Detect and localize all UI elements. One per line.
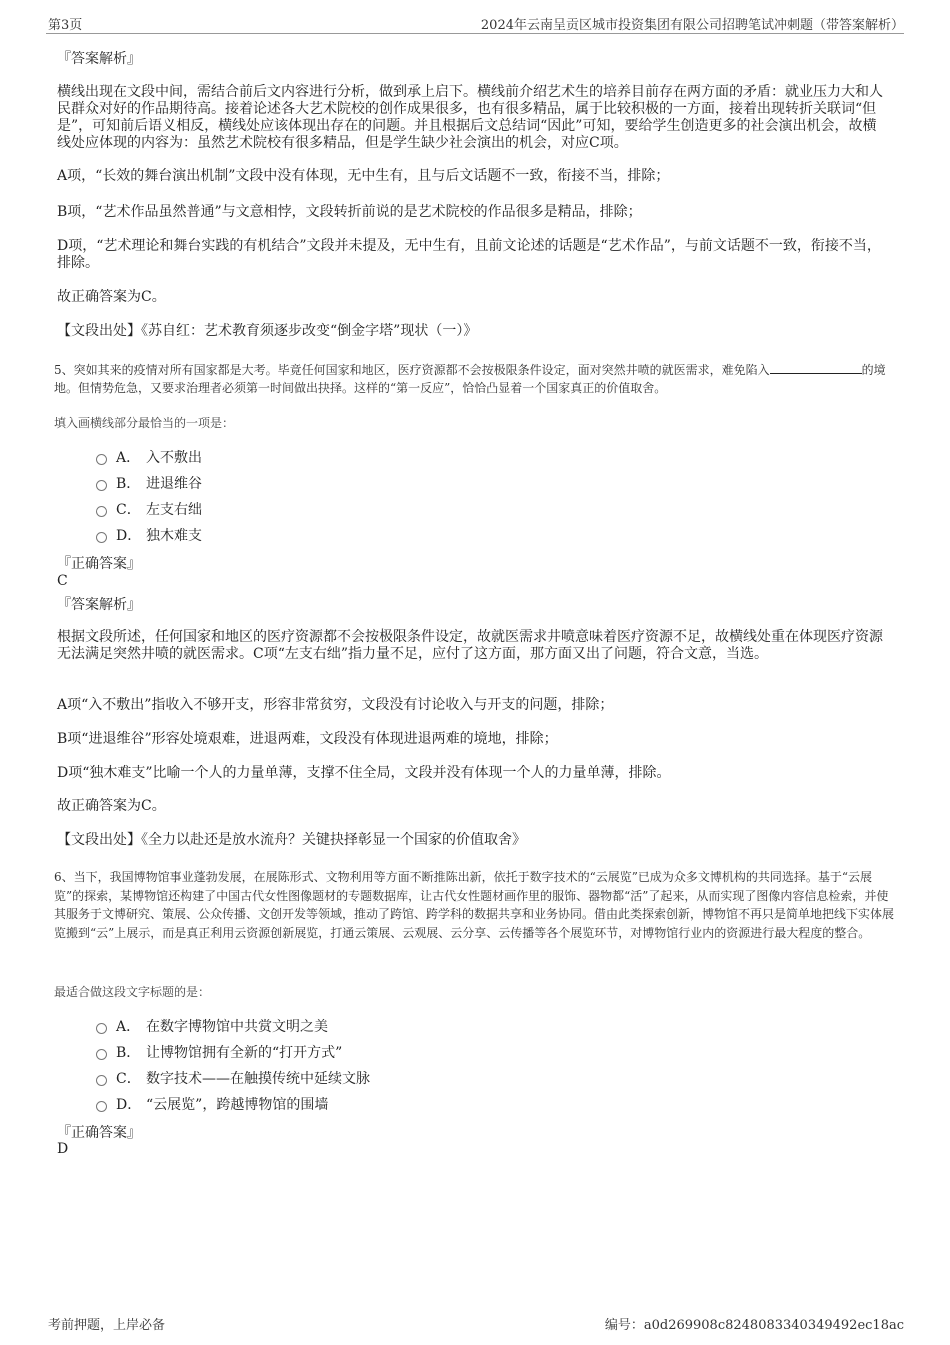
q5-question-text: 5、突如其来的疫情对所有国家都是大考。毕竟任何国家和地区，医疗资源都不会按极限条件设定，面对突然井喷的就医需求，难免陷入 的境地。但情势危急，又要求治理者必须第一时间做出抉择。这样的“第一反应”，恰恰凸显着一个国家真正的价值取舍。 <box>54 363 886 395</box>
footer-code-value: a0d269908c8248083340349492ec18ac <box>643 1318 904 1333</box>
q5-prompt: 填入画横线部分最恰当的一项是： <box>54 416 235 430</box>
q4-analysis-option-d: D项，“艺术理论和舞台实践的有机结合”文段并未提及，无中生有，且前文论述的话题是“艺术作品”，与前文话题不一致，衔接不当，排除。 <box>57 238 881 271</box>
radio-icon[interactable] <box>96 1075 107 1086</box>
option-letter: D． <box>116 1097 142 1113</box>
q6-option-c[interactable] <box>96 1068 370 1088</box>
q4-source: 【文段出处】《苏自红：艺术教育须逐步改变“倒金字塔”现状（一）》 <box>57 323 478 339</box>
q5-answer: C <box>57 573 68 589</box>
q4-analysis-label: 『答案解析』 <box>57 51 141 67</box>
option-letter: C． <box>116 1071 141 1087</box>
q5-option-c[interactable] <box>96 499 202 519</box>
q5-analysis: 根据文段所述，任何国家和地区的医疗资源都不会按极限条件设定，故就医需求井喷意味着医疗资源不足，故横线处重在体现医疗资源无法满足突然井喷的就医需求。C项“左支右绌”指力量不足，应付了这方面，那方面又出了问题，符合文意，当选。 <box>57 629 883 662</box>
q4-analysis-intro: 横线出现在文段中间，需结合前后文内容进行分析，做到承上启下。横线前介绍艺术生的培养目前存在两方面的矛盾：就业压力大和人民群众对好的作品期待高。接着论述各大艺术院校的创作成果很多，也有很多精品，属于比较积极的一方面，接着出现转折关联词“但是”，可知前后语义相反，横线处应该体现出存在的问题。并且根据后文总结词“因此”可知，要给学生创造更多的社会演出机会，故横线处应体现的内容为：虽然艺术院校有很多精品，但是学生缺少社会演出的机会，对应C项。 <box>57 84 883 151</box>
q5-analysis-label: 『答案解析』 <box>57 597 141 613</box>
fill-in-blank <box>770 361 862 374</box>
radio-icon[interactable] <box>96 454 107 465</box>
q6-question-text: 6、当下，我国博物馆事业蓬勃发展，在展陈形式、文物利用等方面不断推陈出新，依托于数字技术的“云展览”已成为众多文博机构的共同选择。基于“云展览”的探索，某博物馆还构建了中国古代女性图像题材的专题数据库，让古代女性题材画作里的服饰、器物都“活”了起来，从而实现了图像内容信息检索，并使其服务于文博研究、策展、公众传播、文创开发等领域，推动了跨馆、跨学科的数据共享和业务协同。借由此类探索创新，博物馆不再只是简单地把线下实体展览搬到“云”上展示，而是真正利用云资源创新展览，打通云策展、云观展、云分享、云传播等各个展览环节，对博物馆行业内的资源进行最大程度的整合。 <box>54 870 895 940</box>
option-letter: B． <box>116 476 141 492</box>
q5-option-b[interactable] <box>96 473 202 493</box>
option-text: 左支右绌 <box>146 502 202 518</box>
header-divider <box>46 33 904 34</box>
option-letter: A． <box>116 450 141 466</box>
q5-answer-label: 『正确答案』 <box>57 556 141 572</box>
q6-option-d[interactable] <box>96 1094 328 1114</box>
q5-conclusion: 故正确答案为C。 <box>57 798 166 814</box>
q6-option-b[interactable] <box>96 1042 342 1062</box>
footer-code-label: 编号： <box>604 1318 644 1333</box>
q4-analysis-option-a: A项，“长效的舞台演出机制”文段中没有体现，无中生有，且与后文话题不一致，衔接不当，排除； <box>57 168 670 184</box>
footer-slogan: 考前押题，上岸必备 <box>48 1318 166 1333</box>
option-text: 进退维谷 <box>146 476 202 492</box>
q4-conclusion: 故正确答案为C。 <box>57 289 166 305</box>
q6-answer: D <box>57 1141 69 1157</box>
radio-icon[interactable] <box>96 1023 107 1034</box>
radio-icon[interactable] <box>96 1049 107 1060</box>
q6-prompt: 最适合做这段文字标题的是： <box>54 985 211 999</box>
q5-option-d[interactable] <box>96 525 202 545</box>
option-text: “云展览”，跨越博物馆的围墙 <box>146 1097 329 1113</box>
footer-code <box>605 1314 904 1333</box>
q5-analysis-option-a: A项“入不敷出”指收入不够开支，形容非常贫穷，文段没有讨论收入与开支的问题，排除； <box>57 697 614 713</box>
radio-icon[interactable] <box>96 532 107 543</box>
option-text: 入不敷出 <box>146 450 202 466</box>
option-letter: B． <box>116 1045 141 1061</box>
q5-option-a[interactable] <box>96 447 202 467</box>
q6-answer-label: 『正确答案』 <box>57 1125 141 1141</box>
radio-icon[interactable] <box>96 1101 107 1112</box>
option-text: 数字技术——在触摸传统中延续文脉 <box>146 1071 370 1087</box>
option-text: 独木难支 <box>146 528 202 544</box>
option-letter: A． <box>116 1019 141 1035</box>
q4-analysis-option-b: B项，“艺术作品虽然普通”与文意相悖，文段转折前说的是艺术院校的作品很多是精品，排除； <box>57 204 642 220</box>
radio-icon[interactable] <box>96 506 107 517</box>
page-number: 第3页 <box>48 18 83 33</box>
option-letter: D． <box>116 528 142 544</box>
document-title: 2024年云南呈贡区城市投资集团有限公司招聘笔试冲刺题（带答案解析） <box>480 18 904 33</box>
q6-option-a[interactable] <box>96 1016 328 1036</box>
option-text: 让博物馆拥有全新的“打开方式” <box>146 1045 343 1061</box>
radio-icon[interactable] <box>96 480 107 491</box>
option-letter: C． <box>116 502 141 518</box>
q5-analysis-option-d: D项“独木难支”比喻一个人的力量单薄，支撑不住全局，文段并没有体现一个人的力量单薄，排除。 <box>57 765 671 781</box>
q5-source: 【文段出处】《全力以赴还是放水流舟？关键抉择彰显一个国家的价值取舍》 <box>57 832 526 848</box>
option-text: 在数字博物馆中共赏文明之美 <box>146 1019 328 1035</box>
q5-analysis-option-b: B项“进退维谷”形容处境艰难，进退两难，文段没有体现进退两难的境地，排除； <box>57 731 558 747</box>
